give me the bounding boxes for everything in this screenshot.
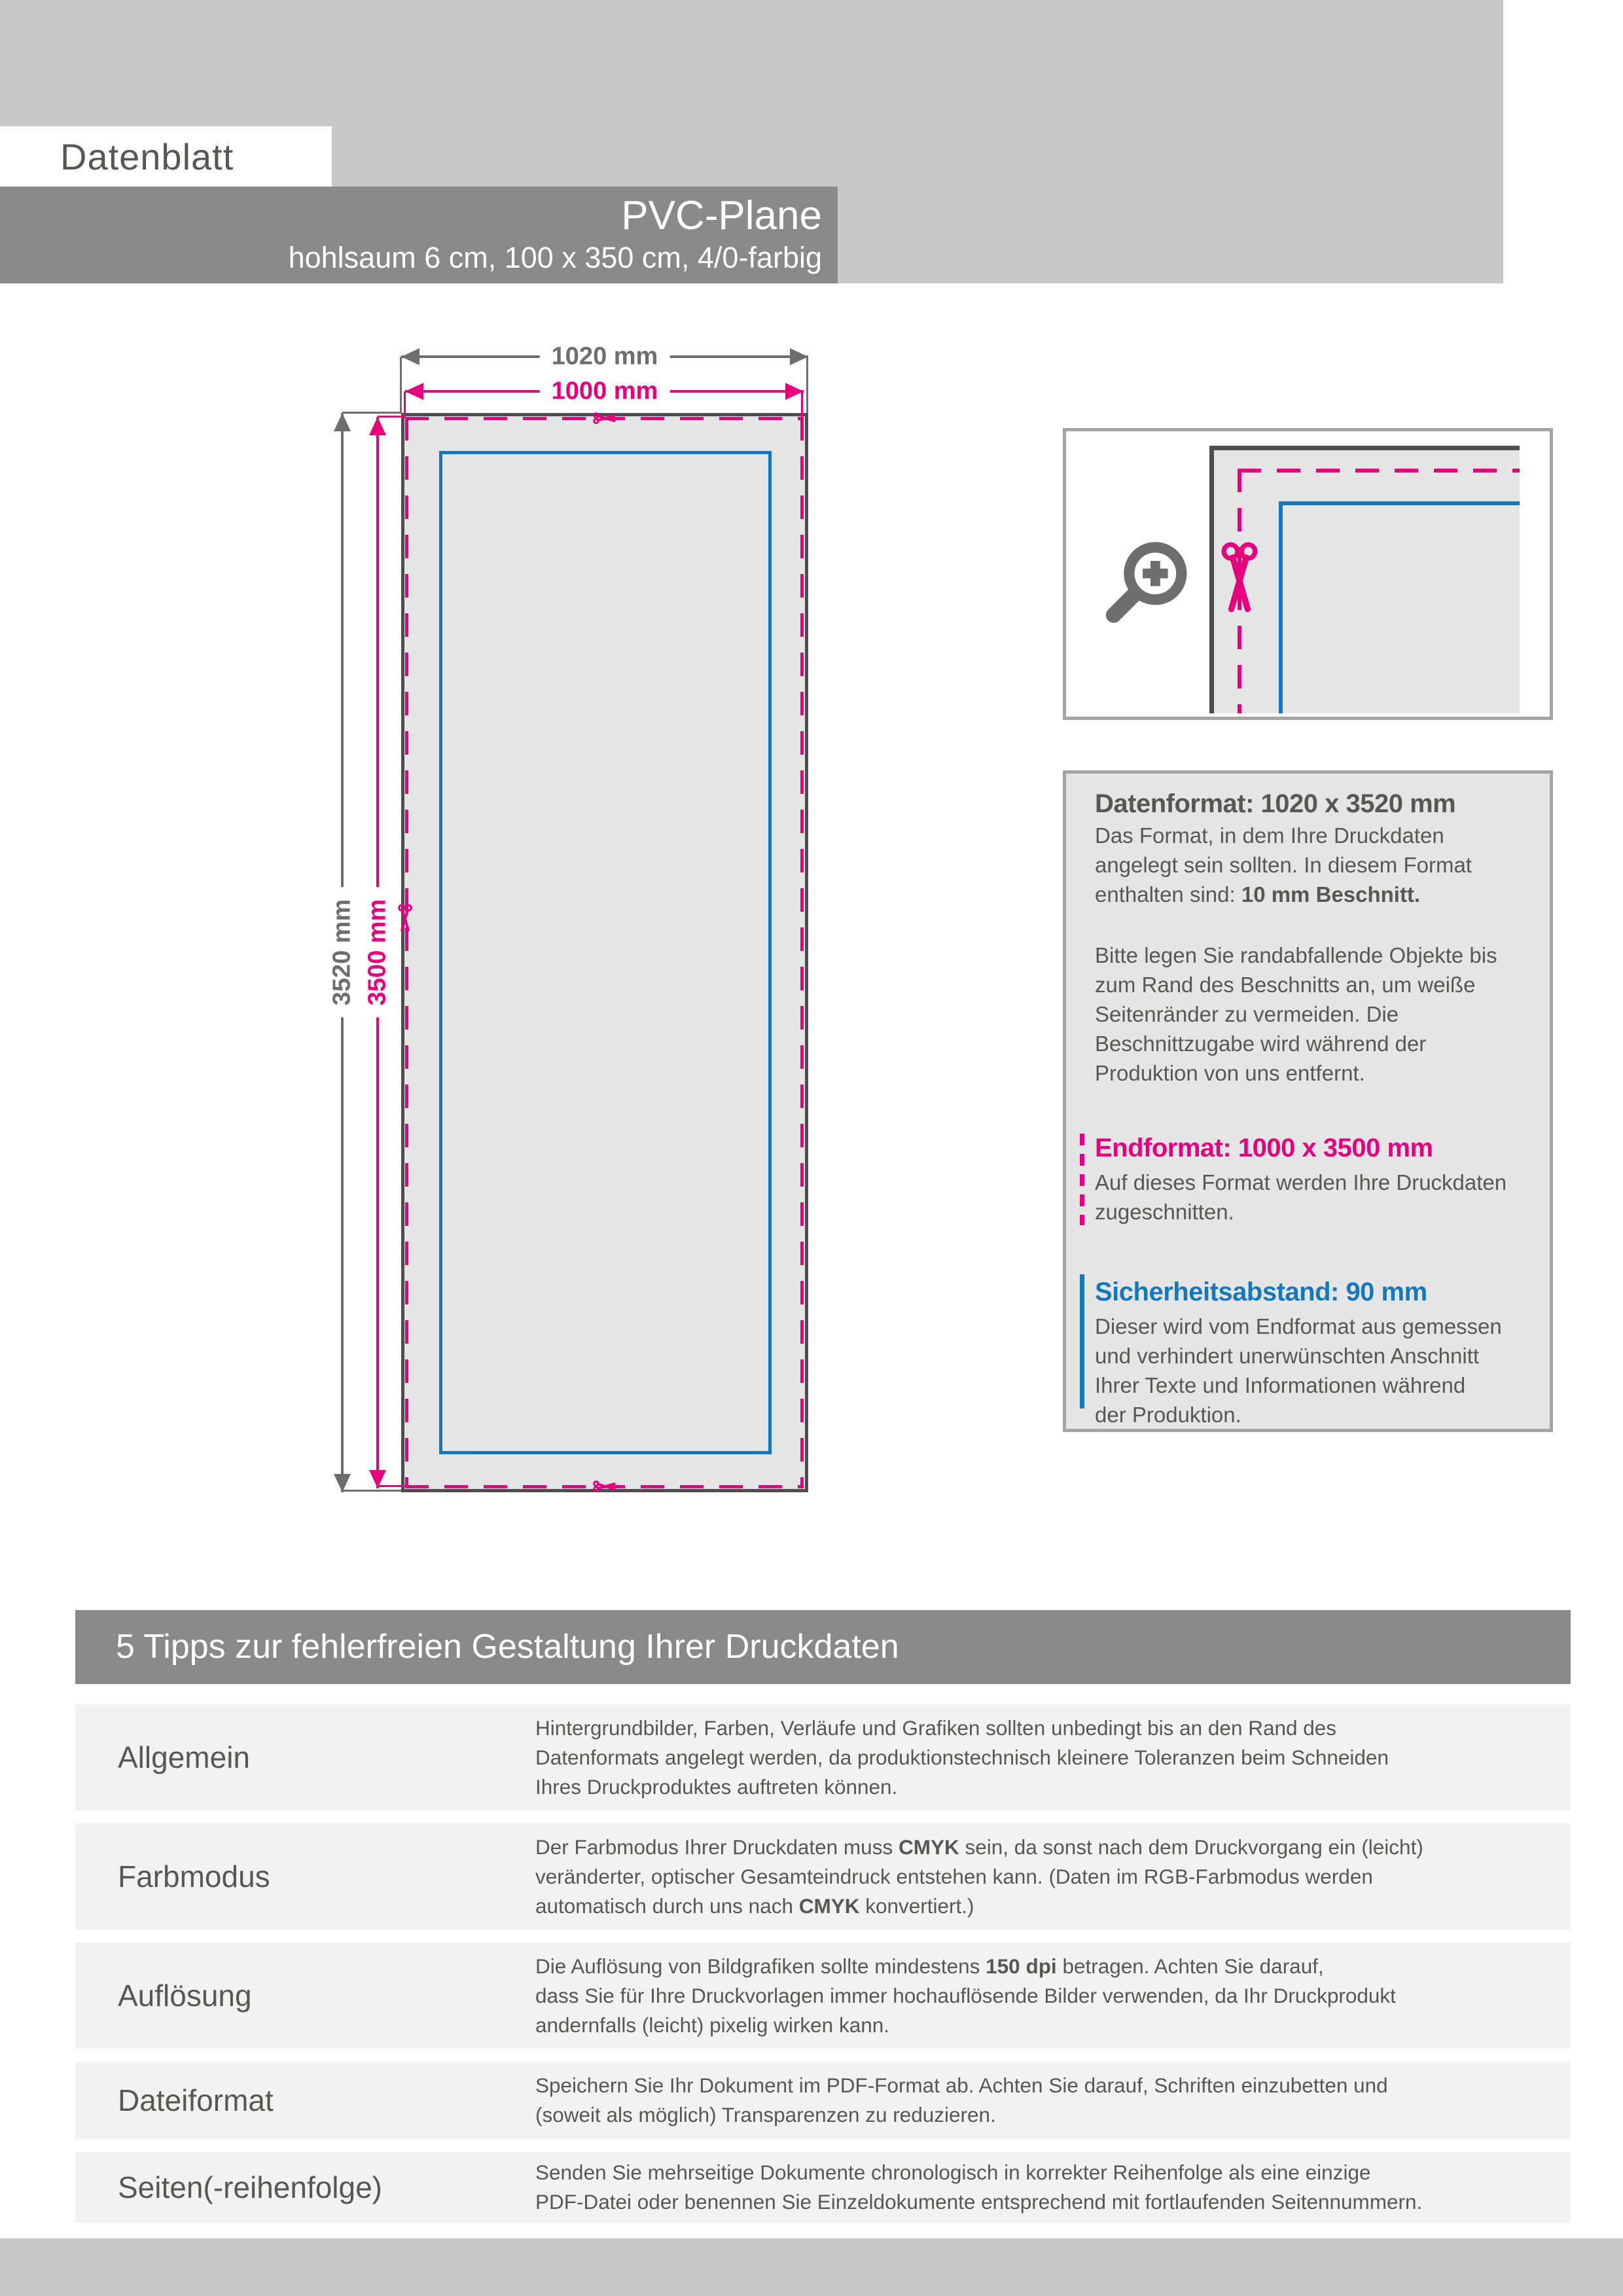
dim-ext-outer-left: [400, 357, 402, 413]
dim-ext-inner-bottom: [378, 1485, 405, 1487]
dim-label-height-inner: 3500 mm: [364, 888, 392, 1018]
tip-label: Seiten(-reihenfolge): [118, 2170, 383, 2204]
format-info-box: [1063, 770, 1553, 1432]
text-line: Dieser wird vom Endformat aus gemessen: [1095, 1314, 1502, 1338]
text-line: [535, 1892, 1423, 1921]
text-bold: 150 dpi: [986, 1954, 1057, 1978]
text-line: Senden Sie mehrseitige Dokumente chronologisch in korrekter Reihenfolge als eine einzige: [535, 2161, 1371, 2184]
scissors-icon: [593, 406, 616, 430]
scissors-icon: [1219, 541, 1260, 616]
text-bold: CMYK: [798, 1893, 860, 1918]
text-line: Seitenränder zu vermeiden. Die: [1095, 1002, 1399, 1026]
endformat-heading: Endformat: 1000 x 3500 mm: [1095, 1134, 1433, 1162]
text-line: der Produktion.: [1095, 1403, 1241, 1427]
tip-text: [535, 1943, 1396, 2049]
text-line: veränderter, optischer Gesamteindruck entstehen kann. (Daten im RGB-Farbmodus werden: [535, 1864, 1373, 1888]
text-line: andernfalls (leicht) pixelig wirken kann.: [535, 2013, 890, 2037]
text-line: Speichern Sie Ihr Dokument im PDF-Format ab. Achten Sie darauf, Schriften einzubetten und: [535, 2073, 1388, 2097]
tip-row-aufloesung: [75, 1943, 1571, 2049]
magnifier-plus-icon: [1100, 535, 1197, 632]
text-line: PDF-Datei oder benennen Sie Einzeldokumente entsprechend mit fortlaufenden Seitennummern.: [535, 2190, 1423, 2214]
text-line: Bitte legen Sie randabfallende Objekte bis: [1095, 943, 1497, 967]
tip-row-allgemein: [75, 1704, 1571, 1810]
text-line: Ihrer Texte und Informationen während: [1095, 1373, 1466, 1397]
dim-ext-inner-left: [404, 391, 406, 417]
dim-ext-outer-right: [806, 357, 808, 413]
text-line: angelegt sein sollten. In diesem Format: [1095, 853, 1472, 877]
dim-label-width-outer: 1020 mm: [540, 343, 670, 371]
detail-datenformat-line-v: [1209, 446, 1214, 713]
tips-header-bar: [75, 1610, 1571, 1684]
tip-label: Farbmodus: [118, 1859, 270, 1893]
text-segment: sein, da sonst nach dem Druckvorgang ein (leicht): [959, 1835, 1423, 1859]
text-segment: betragen. Achten Sie darauf,: [1056, 1954, 1324, 1978]
arrowhead-right-icon: [790, 348, 808, 365]
tip-label: Dateiformat: [118, 2083, 274, 2117]
datenformat-paragraph-2: [1095, 941, 1526, 1088]
text-segment: automatisch durch uns nach: [535, 1893, 799, 1918]
dim-ext-inner-top: [378, 416, 405, 418]
text-line: und verhindert unerwünschten Anschnitt: [1095, 1344, 1480, 1368]
tip-text: [535, 1704, 1389, 1810]
dim-ext-inner-right: [801, 391, 803, 417]
detail-safety-line-v: [1279, 501, 1283, 713]
tip-row-dateiformat: [75, 2062, 1571, 2139]
sicherheitsabstand-heading: Sicherheitsabstand: 90 mm: [1095, 1278, 1427, 1306]
text-line: zugeschnitten.: [1095, 1200, 1234, 1224]
endformat-cutline-right: [800, 417, 804, 1488]
text-line: dass Sie für Ihre Druckvorlagen immer hochauflösende Bilder verwenden, da Ihr Druckprodukt: [535, 1983, 1396, 2007]
dim-ext-outer-bottom: [342, 1490, 401, 1492]
text-line: enthalten sind:: [1095, 882, 1241, 906]
text-line: Auf dieses Format werden Ihre Druckdaten: [1095, 1170, 1507, 1194]
arrowhead-left-icon: [401, 348, 419, 365]
footer-band: [0, 2238, 1623, 2296]
text-line: Ihres Druckproduktes auftreten können.: [535, 1774, 898, 1799]
arrowhead-up-icon: [334, 413, 351, 431]
detail-datenformat-line-h: [1209, 446, 1520, 450]
text-segment: Die Auflösung von Bildgrafiken sollte mindestens: [535, 1954, 986, 1978]
arrowhead-up-icon: [369, 417, 386, 435]
dim-ext-outer-top: [342, 412, 401, 414]
tip-row-farbmodus: [75, 1823, 1571, 1929]
text-line: zum Rand des Beschnitts an, um weiße: [1095, 973, 1476, 997]
safety-margin-rect: [439, 451, 772, 1454]
corner-detail-box: [1063, 428, 1553, 720]
text-line: Datenformats angelegt werden, da produktionstechnisch kleinere Toleranzen beim Schneiden: [535, 1745, 1389, 1769]
arrowhead-left-icon: [405, 383, 423, 400]
product-banner: [0, 187, 838, 283]
tip-row-seitenreihenfolge: [75, 2152, 1571, 2223]
tip-text: [535, 2062, 1388, 2139]
text-line: Das Format, in dem Ihre Druckdaten: [1095, 823, 1444, 848]
tip-label: Auflösung: [118, 1979, 252, 2013]
tips-header-title: 5 Tipps zur fehlerfreien Gestaltung Ihrer Druckdaten: [116, 1628, 899, 1666]
dim-label-height-outer: 3520 mm: [329, 888, 357, 1018]
text-line: Hintergrundbilder, Farben, Verläufe und Grafiken sollten unbedingt bis an den Rand des: [535, 1715, 1337, 1740]
scissors-icon: [392, 904, 418, 933]
text-line: Produktion von uns entfernt.: [1095, 1061, 1365, 1085]
scissors-icon: [593, 1475, 616, 1498]
safety-marker-bar: [1080, 1274, 1084, 1408]
product-title: PVC-Plane: [621, 193, 822, 238]
product-subtitle: hohlsaum 6 cm, 100 x 350 cm, 4/0-farbig: [288, 241, 822, 274]
sheet-label-box: [0, 126, 332, 187]
text-line: [535, 1833, 1423, 1862]
detail-cutline-h: [1238, 469, 1520, 473]
endformat-paragraph: [1095, 1168, 1526, 1227]
text-line: (soweit als möglich) Transparenzen zu reduzieren.: [535, 2103, 996, 2126]
detail-safety-line-h: [1279, 501, 1520, 505]
dim-label-width-inner: 1000 mm: [540, 378, 670, 406]
datenformat-paragraph-1: [1095, 821, 1526, 909]
text-bold: 10 mm Beschnitt.: [1241, 882, 1421, 906]
text-segment: konvertiert.): [859, 1893, 974, 1918]
sicherheitsabstand-paragraph: [1095, 1312, 1526, 1429]
tip-text: [535, 2152, 1422, 2223]
text-line: [535, 1952, 1396, 1981]
datenformat-heading: Datenformat: 1020 x 3520 mm: [1095, 789, 1456, 818]
text-segment: Der Farbmodus Ihrer Druckdaten muss: [535, 1835, 899, 1859]
tip-label: Allgemein: [118, 1740, 250, 1774]
endformat-marker-bar: [1080, 1134, 1084, 1225]
text-bold: CMYK: [898, 1835, 959, 1859]
sheet-label: Datenblatt: [60, 135, 234, 177]
tip-text: [535, 1823, 1423, 1929]
text-line: Beschnittzugabe wird während der: [1095, 1031, 1427, 1056]
endformat-cutline-left: [405, 417, 408, 1488]
